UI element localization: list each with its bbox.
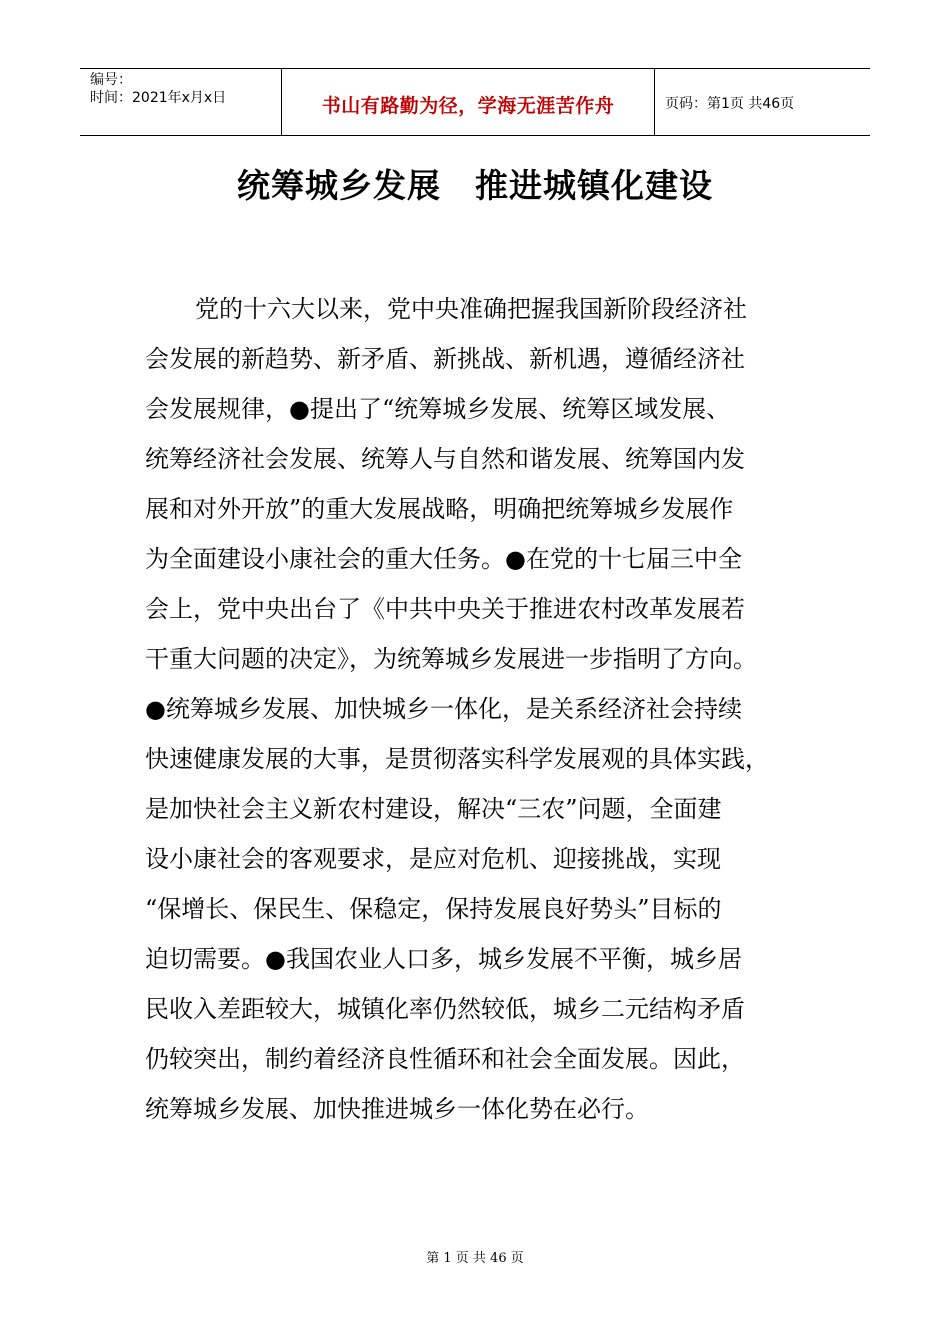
time-label: 时间：2021年x月x日 [90,90,227,106]
body-line: 干重大问题的决定》，为统筹城乡发展进一步指明了方向。 [145,645,757,673]
motto-text: 书山有路勤为径，学海无涯苦作舟 [321,94,615,117]
body-line: 民收入差距较大，城镇化率仍然较低，城乡二元结构矛盾 [145,995,745,1023]
body-line: 会发展的新趋势、新矛盾、新挑战、新机遇，遵循经济社 [145,345,745,373]
page-footer: 第 1 页 共 46 页 [426,1251,524,1266]
body-line: 设小康社会的客观要求，是应对危机、迎接挑战，实现 [145,845,721,873]
body-line: 仍较突出，制约着经济良性循环和社会全面发展。因此， [145,1045,745,1073]
body-line: ●统筹城乡发展、加快城乡一体化，是关系经济社会持续 [145,695,742,723]
body-line: 是加快社会主义新农村建设，解决“三农”问题，全面建 [145,795,722,823]
body-line: 会发展规律，●提出了“统筹城乡发展、统筹区域发展、 [145,395,731,423]
body-line: 为全面建设小康社会的重大任务。●在党的十七届三中全 [145,545,742,573]
body-line: 统筹城乡发展、加快推进城乡一体化势在必行。 [145,1095,649,1123]
document-body [145,284,805,1134]
header-meta-cell [80,69,282,135]
body-line: 会上，党中央出台了《中共中央关于推进农村改革发展若 [145,595,745,623]
header-motto-cell [282,69,655,135]
body-line: 展和对外开放”的重大发展战略，明确把统筹城乡发展作 [145,495,734,523]
document-title: 统筹城乡发展 推进城镇化建设 [237,166,713,205]
page-code: 页码：第1页 共46页 [665,96,795,112]
header-page-cell [655,69,870,135]
number-label: 编号： [90,72,132,88]
body-line: “保增长、保民生、保稳定，保持发展良好势头”目标的 [145,895,722,923]
body-line: 快速健康发展的大事，是贯彻落实科学发展观的具体实践， [145,745,769,773]
body-line: 迫切需要。●我国农业人口多，城乡发展不平衡，城乡居 [145,945,742,973]
page-header [80,68,870,136]
body-line: 统筹经济社会发展、统筹人与自然和谐发展、统筹国内发 [145,445,745,473]
body-line: 党的十六大以来，党中央准确把握我国新阶段经济社 [195,295,747,323]
